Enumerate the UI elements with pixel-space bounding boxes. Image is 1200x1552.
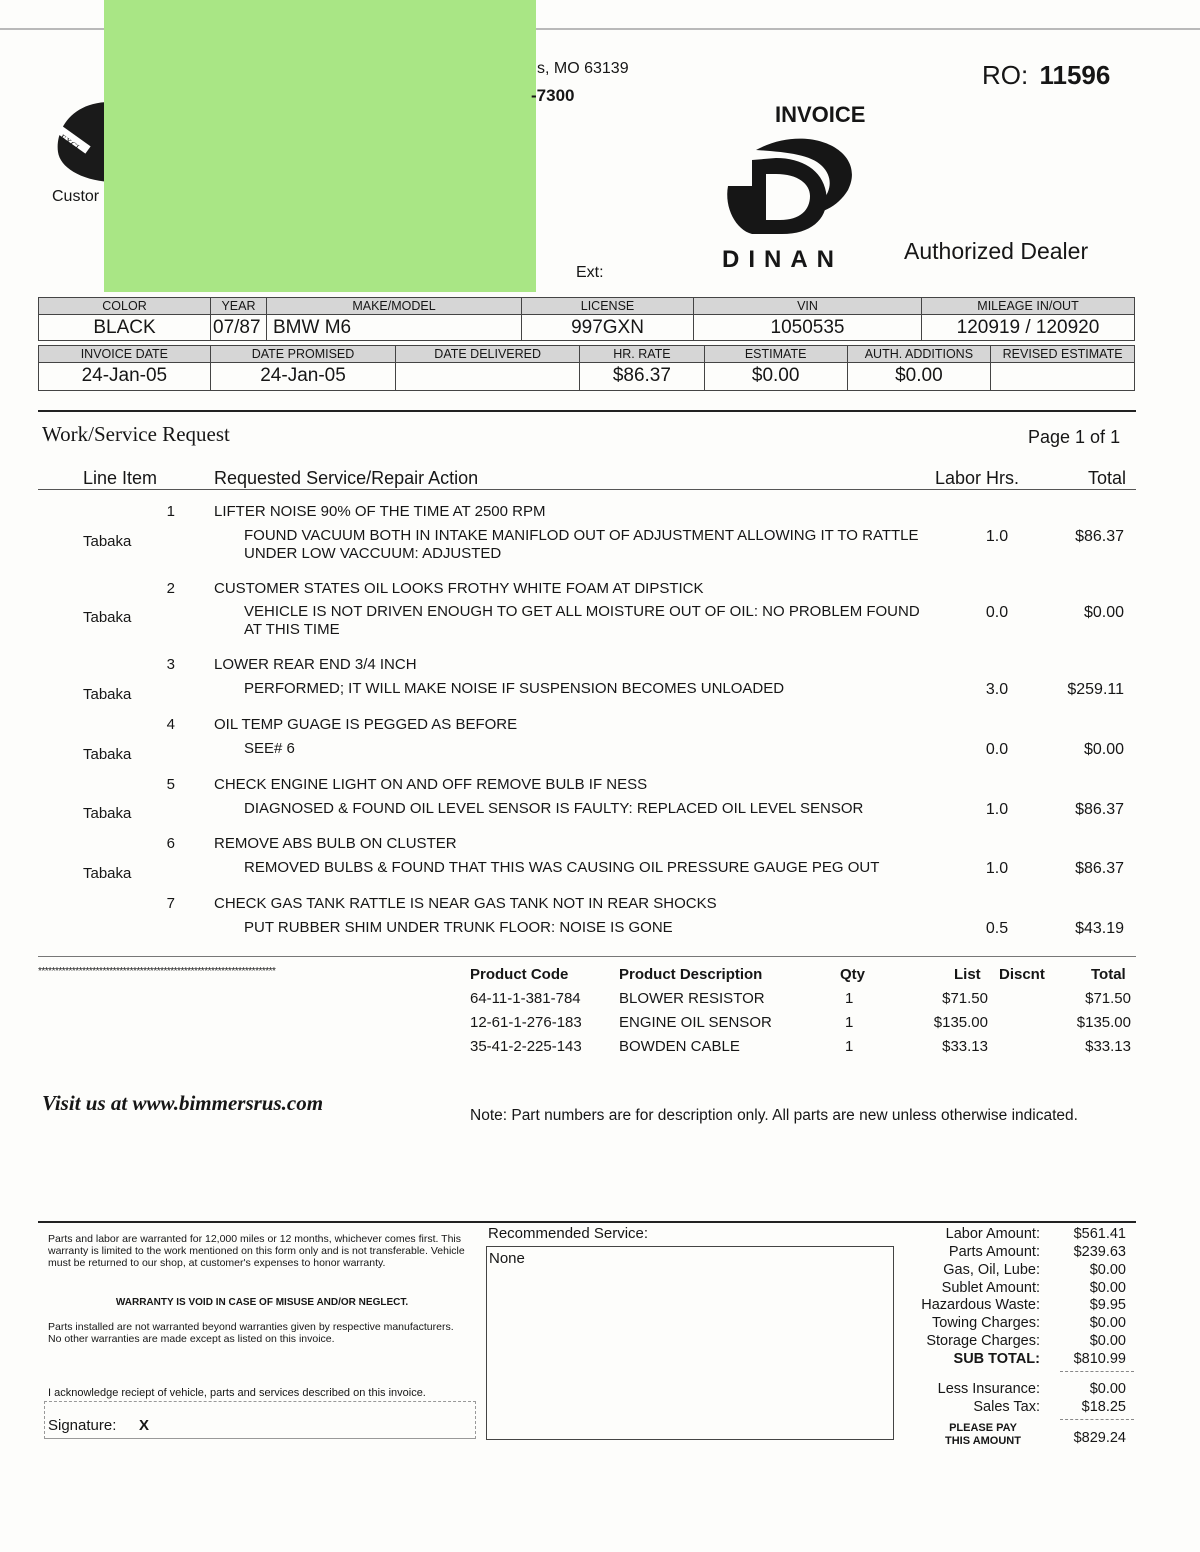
sublet-amount-label: Sublet Amount: xyxy=(941,1280,1040,1296)
technician: Tabaka xyxy=(83,533,132,550)
invoice-date: 24-Jan-05 xyxy=(39,363,211,390)
dinan-brand: DINAN xyxy=(722,246,843,273)
line-item-number: 7 xyxy=(166,895,175,912)
please-pay-line2: THIS AMOUNT xyxy=(945,1435,1021,1447)
repair-action: DIAGNOSED & FOUND OIL LEVEL SENSOR IS FAULTY: REPLACED OIL LEVEL SENSOR xyxy=(244,800,864,817)
vehicle-make-model: BMW M6 xyxy=(267,315,522,340)
page-indicator: Page 1 of 1 xyxy=(1028,427,1121,447)
part-code: 12-61-1-276-183 xyxy=(470,1014,582,1031)
line-item-number: 6 xyxy=(166,835,175,852)
labor-hours: 0.0 xyxy=(985,604,1009,621)
part-list: $33.13 xyxy=(942,1038,988,1055)
labor-hours: 1.0 xyxy=(985,860,1009,877)
vehicle-mileage: 120919 / 120920 xyxy=(956,317,1100,338)
acknowledge-text: I acknowledge reciept of vehicle, parts and services described on this invoice. xyxy=(48,1387,426,1399)
label-revised-estimate: REVISED ESTIMATE xyxy=(1002,347,1123,361)
labor-hours: 0.5 xyxy=(985,920,1009,937)
part-qty: 1 xyxy=(845,1014,854,1031)
towing-charges-label: Towing Charges: xyxy=(932,1315,1040,1331)
labor-hours: 3.0 xyxy=(985,681,1009,698)
part-description: ENGINE OIL SENSOR xyxy=(619,1014,772,1031)
auth-additions: $0.00 xyxy=(848,363,992,390)
recommended-box xyxy=(486,1246,894,1440)
dates-header-row xyxy=(38,345,1135,363)
ext-label: Ext: xyxy=(576,264,604,281)
hazardous-waste: $9.95 xyxy=(1089,1297,1126,1313)
repair-action: PERFORMED; IT WILL MAKE NOISE IF SUSPENSION BECOMES UNLOADED xyxy=(244,680,785,697)
dinan-logo-icon xyxy=(718,130,858,242)
label-license: LICENSE xyxy=(522,298,694,314)
line-item-number: 3 xyxy=(166,656,175,673)
storage-charges: $0.00 xyxy=(1089,1333,1126,1349)
ro-value: 11596 xyxy=(1039,60,1111,90)
dates-value-row xyxy=(38,363,1135,391)
labor-hours: 1.0 xyxy=(985,801,1009,818)
work-section-title: Work/Service Request xyxy=(42,422,230,446)
repair-action: FOUND VACUUM BOTH IN INTAKE MANIFLOD OUT OF ADJUSTMENT ALLOWING IT TO RATTLE UNDER LOW VACCUUM: ADJUSTED xyxy=(244,527,919,562)
col-product-code: Product Code xyxy=(470,966,569,983)
invoice-title: INVOICE xyxy=(775,102,866,127)
vehicle-header-row xyxy=(38,297,1135,315)
part-qty: 1 xyxy=(845,1038,854,1055)
line-total: $0.00 xyxy=(1083,741,1124,758)
repair-action: SEE# 6 xyxy=(244,740,295,757)
service-request: CHECK GAS TANK RATTLE IS NEAR GAS TANK NOT IN REAR SHOCKS xyxy=(214,895,717,912)
estimate: $0.00 xyxy=(705,363,848,390)
signature-label: Signature: xyxy=(48,1417,117,1434)
part-total: $135.00 xyxy=(1076,1014,1131,1031)
line-total: $259.11 xyxy=(1067,681,1124,698)
technician: Tabaka xyxy=(83,865,132,882)
label-date-delivered: DATE DELIVERED xyxy=(396,346,580,362)
signature-x: X xyxy=(139,1417,150,1434)
line-item-number: 2 xyxy=(166,580,175,597)
label-year: YEAR xyxy=(211,298,267,314)
part-total: $33.13 xyxy=(1085,1038,1131,1055)
tax-rule xyxy=(1060,1419,1134,1420)
part-description: BLOWER RESISTOR xyxy=(619,990,765,1007)
ro-number xyxy=(982,60,1110,91)
part-description: BOWDEN CABLE xyxy=(619,1038,740,1055)
shop-logo-icon xyxy=(40,92,110,182)
col-list: List xyxy=(954,966,981,983)
vehicle-vin: 1050535 xyxy=(694,315,922,340)
sublet-amount: $0.00 xyxy=(1089,1280,1126,1296)
repair-action: VEHICLE IS NOT DRIVEN ENOUGH TO GET ALL MOISTURE OUT OF OIL: NO PROBLEM FOUND AT THIS TIME xyxy=(244,603,920,638)
technician: Tabaka xyxy=(83,686,132,703)
star-divider: ********************************************************************** xyxy=(38,966,276,977)
label-color: COLOR xyxy=(39,298,211,314)
col-requested: Requested Service/Repair Action xyxy=(214,468,479,488)
header-rule xyxy=(38,489,1136,490)
part-code: 35-41-2-225-143 xyxy=(470,1038,582,1055)
labor-amount-label: Labor Amount: xyxy=(945,1226,1040,1242)
line-total: $86.37 xyxy=(1075,801,1124,818)
labor-amount: $561.41 xyxy=(1073,1226,1126,1242)
hr-rate: $86.37 xyxy=(580,363,705,390)
line-total: $43.19 xyxy=(1075,920,1124,937)
service-request: LIFTER NOISE 90% OF THE TIME AT 2500 RPM xyxy=(214,503,546,520)
gas-oil-lube: $0.00 xyxy=(1089,1262,1126,1278)
line-total: $0.00 xyxy=(1083,604,1124,621)
storage-charges-label: Storage Charges: xyxy=(926,1333,1040,1349)
col-qty: Qty xyxy=(840,966,866,983)
subtotal-label: SUB TOTAL: xyxy=(953,1351,1040,1367)
parts-note: Note: Part numbers are for description only. All parts are new unless otherwise indicated. xyxy=(470,1107,1078,1124)
vehicle-value-row xyxy=(38,315,1135,341)
website-link[interactable]: Visit us at www.bimmersrus.com xyxy=(42,1091,324,1115)
part-total: $71.50 xyxy=(1085,990,1131,1007)
warranty-text: Parts and labor are warranted for 12,000 miles or 12 months, whichever comes first. This warranty is limited to the work mentioned on this form only and is not transferable. Vehicle must be returned to our shop, at customer's expenses to honor warranty. xyxy=(48,1233,465,1269)
label-invoice-date: INVOICE DATE xyxy=(39,346,211,362)
shop-phone: -7300 xyxy=(531,86,575,105)
technician: Tabaka xyxy=(83,746,132,763)
subtotal-rule xyxy=(1060,1371,1134,1372)
repair-action: REMOVED BULBS & FOUND THAT THIS WAS CAUSING OIL PRESSURE GAUGE PEG OUT xyxy=(244,859,880,876)
part-code: 64-11-1-381-784 xyxy=(470,990,581,1007)
line-item-number: 5 xyxy=(166,776,175,793)
line-item-number: 4 xyxy=(166,716,175,733)
gas-oil-lube-label: Gas, Oil, Lube: xyxy=(943,1262,1040,1278)
subtotal: $810.99 xyxy=(1073,1351,1126,1367)
vehicle-color: BLACK xyxy=(39,315,211,340)
label-vin: VIN xyxy=(694,298,922,314)
less-insurance-label: Less Insurance: xyxy=(937,1381,1040,1397)
labor-hours: 1.0 xyxy=(985,528,1009,545)
recommended-value: None xyxy=(489,1250,525,1267)
vehicle-license: 997GXN xyxy=(522,315,694,340)
service-request: LOWER REAR END 3/4 INCH xyxy=(214,656,417,673)
col-discnt: Discnt xyxy=(999,966,1045,983)
col-labor-hrs: Labor Hrs. xyxy=(935,468,1020,488)
hazardous-waste-label: Hazardous Waste: xyxy=(921,1297,1040,1313)
col-line-item: Line Item xyxy=(83,468,158,488)
service-request: CHECK ENGINE LIGHT ON AND OFF REMOVE BULB IF NESS xyxy=(214,776,648,793)
warranty-parts-text: Parts installed are not warranted beyond warranties given by respective manufacturers. No other warranties are made except as listed on this invoice. xyxy=(48,1321,454,1345)
date-delivered xyxy=(396,363,580,390)
part-qty: 1 xyxy=(845,990,854,1007)
technician: Tabaka xyxy=(83,609,132,626)
col-product-description: Product Description xyxy=(619,966,763,983)
footer-rule xyxy=(38,1221,1136,1223)
authorized-dealer: Authorized Dealer xyxy=(904,238,1089,264)
labor-hours: 0.0 xyxy=(985,741,1009,758)
repair-action: PUT RUBBER SHIM UNDER TRUNK FLOOR: NOISE IS GONE xyxy=(244,919,673,936)
please-pay-line1: PLEASE PAY xyxy=(949,1422,1017,1434)
signature-box[interactable] xyxy=(44,1401,476,1439)
col-total: Total xyxy=(1088,468,1127,488)
items-end-rule xyxy=(38,956,1136,957)
label-date-promised: DATE PROMISED xyxy=(211,346,397,362)
section-rule xyxy=(38,410,1136,412)
line-item-number: 1 xyxy=(166,503,175,520)
part-list: $135.00 xyxy=(933,1014,988,1031)
label-mileage: MILEAGE IN/OUT xyxy=(977,299,1079,313)
label-make-model: MAKE/MODEL xyxy=(267,298,522,314)
sales-tax-label: Sales Tax: xyxy=(973,1399,1040,1415)
date-promised: 24-Jan-05 xyxy=(211,363,397,390)
vehicle-year: 07/87 xyxy=(211,315,267,340)
service-request: OIL TEMP GUAGE IS PEGGED AS BEFORE xyxy=(214,716,518,733)
technician: Tabaka xyxy=(83,805,132,822)
sticky-note xyxy=(104,0,536,292)
warranty-void: WARRANTY IS VOID IN CASE OF MISUSE AND/OR NEGLECT. xyxy=(115,1297,409,1308)
part-list: $71.50 xyxy=(942,990,988,1007)
line-total: $86.37 xyxy=(1075,860,1124,877)
ro-label: RO: xyxy=(982,60,1029,90)
label-hr-rate: HR. RATE xyxy=(580,346,705,362)
col-parts-total: Total xyxy=(1091,966,1126,983)
service-request: CUSTOMER STATES OIL LOOKS FROTHY WHITE FOAM AT DIPSTICK xyxy=(214,580,704,597)
revised-estimate xyxy=(991,363,1134,390)
customer-label: Custor xyxy=(52,188,100,205)
less-insurance: $0.00 xyxy=(1089,1381,1126,1397)
shop-logo-partial xyxy=(40,92,110,182)
parts-amount: $239.63 xyxy=(1073,1244,1126,1260)
svg-text:EXCL: EXCL xyxy=(58,132,83,154)
line-total: $86.37 xyxy=(1075,528,1124,545)
amount-due: $829.24 xyxy=(1073,1430,1126,1446)
sales-tax: $18.25 xyxy=(1081,1399,1126,1415)
label-auth-additions: AUTH. ADDITIONS xyxy=(848,346,992,362)
recommended-label: Recommended Service: xyxy=(488,1225,649,1242)
label-estimate: ESTIMATE xyxy=(705,346,848,362)
towing-charges: $0.00 xyxy=(1089,1315,1126,1331)
service-request: REMOVE ABS BULB ON CLUSTER xyxy=(214,835,457,852)
shop-address: s, MO 63139 xyxy=(537,60,629,77)
please-pay-label xyxy=(930,1422,1036,1448)
parts-amount-label: Parts Amount: xyxy=(948,1244,1040,1260)
